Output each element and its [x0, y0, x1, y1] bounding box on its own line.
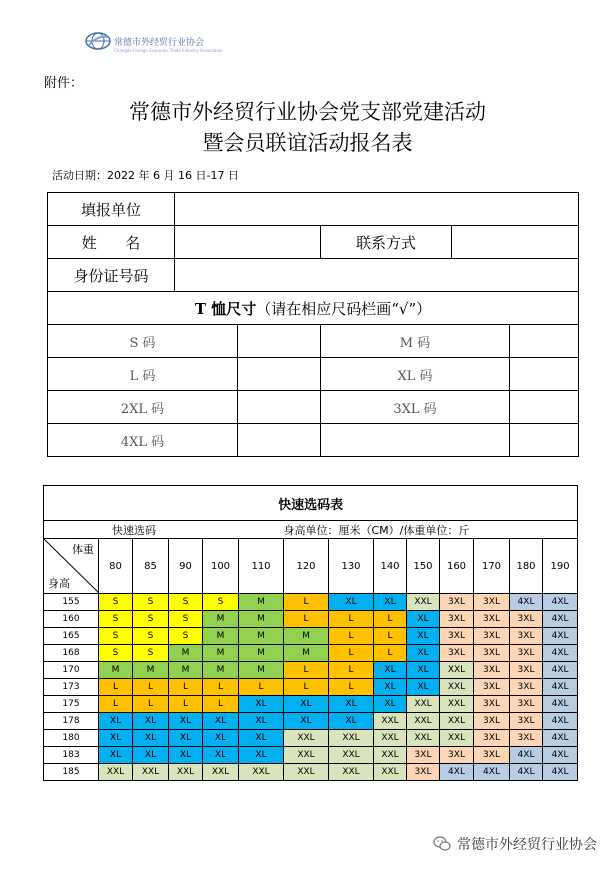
size-cell: XL — [374, 594, 407, 611]
size-cell: 4XL — [543, 696, 578, 713]
size-cell: M — [284, 628, 329, 645]
size-row — [44, 713, 578, 730]
size-cell: S — [99, 628, 133, 645]
height-label: 身高 — [48, 577, 70, 590]
size-cell: M — [169, 645, 203, 662]
size-cell: 4XL — [543, 713, 578, 730]
size-cell: 3XL — [407, 747, 440, 764]
size-cell: 4XL — [543, 764, 578, 781]
size-cell: S — [133, 628, 169, 645]
size-cell: XXL — [407, 713, 440, 730]
size-cell: M — [133, 662, 169, 679]
size-label-xl: XL 码 — [321, 358, 510, 391]
size-cell: M — [239, 611, 284, 628]
size-cell: L — [374, 645, 407, 662]
size-cell: XXL — [284, 730, 329, 747]
registration-form — [47, 192, 579, 457]
size-cell: XXL — [374, 730, 407, 747]
size-cell: 4XL — [543, 730, 578, 747]
size-cell: XL — [284, 696, 329, 713]
size-cell: XXL — [133, 764, 169, 781]
size-row — [44, 662, 578, 679]
size-cell: 3XL — [440, 611, 474, 628]
size-cell: XXL — [440, 662, 474, 679]
size-row — [44, 628, 578, 645]
size-cell: S — [133, 594, 169, 611]
size-cell: XL — [133, 747, 169, 764]
size-cell: 3XL — [510, 662, 543, 679]
size-cell: S — [99, 594, 133, 611]
contact-input[interactable] — [452, 226, 579, 259]
weight-header: 140 — [374, 539, 407, 594]
quick-size-table — [43, 485, 578, 781]
size-cell: L — [284, 611, 329, 628]
size-cell: XL — [99, 747, 133, 764]
weight-header: 170 — [474, 539, 510, 594]
height-value: 160 — [44, 611, 99, 628]
weight-header: 110 — [239, 539, 284, 594]
size-cell: 4XL — [543, 594, 578, 611]
size-cell: XXL — [440, 730, 474, 747]
name-input[interactable] — [175, 226, 321, 259]
size-cell: 4XL — [543, 679, 578, 696]
size-cell: M — [99, 662, 133, 679]
size-cell: 3XL — [440, 645, 474, 662]
size-cell: 3XL — [510, 696, 543, 713]
size-check-l[interactable] — [238, 358, 321, 391]
size-cell: L — [203, 679, 239, 696]
size-cell: L — [284, 662, 329, 679]
quick-table-subtitle-left: 快速选码 — [44, 521, 284, 539]
size-cell: 4XL — [510, 594, 543, 611]
weight-header: 90 — [169, 539, 203, 594]
quick-table-subtitle-right: 身高单位：厘米（CM）/体重单位：斤 — [284, 521, 578, 539]
size-cell: 3XL — [474, 747, 510, 764]
size-cell: L — [329, 628, 374, 645]
size-cell: XL — [407, 628, 440, 645]
size-cell: XXL — [440, 713, 474, 730]
size-cell: 3XL — [510, 628, 543, 645]
unit-label: 填报单位 — [48, 193, 175, 226]
size-cell: XXL — [374, 764, 407, 781]
size-row — [44, 645, 578, 662]
size-row — [44, 747, 578, 764]
size-cell: L — [284, 594, 329, 611]
size-cell: S — [203, 594, 239, 611]
size-check-s[interactable] — [238, 325, 321, 358]
page-title-line1: 常德市外经贸行业协会党支部党建活动 — [129, 100, 486, 124]
size-cell: 3XL — [407, 764, 440, 781]
size-cell: XL — [407, 611, 440, 628]
size-cell: XL — [329, 696, 374, 713]
contact-label: 联系方式 — [321, 226, 452, 259]
size-cell: XXL — [407, 696, 440, 713]
size-cell: L — [374, 628, 407, 645]
tshirt-size-heading — [48, 292, 579, 325]
size-cell: M — [203, 645, 239, 662]
size-cell: XXL — [203, 764, 239, 781]
weight-label: 体重 — [72, 543, 94, 556]
size-cell: 3XL — [510, 645, 543, 662]
id-label: 身份证号码 — [48, 259, 175, 292]
size-cell: XL — [407, 645, 440, 662]
size-cell: XXL — [284, 764, 329, 781]
size-cell: 3XL — [510, 730, 543, 747]
size-cell: XL — [169, 713, 203, 730]
size-cell: XL — [329, 594, 374, 611]
size-cell: XL — [407, 662, 440, 679]
size-row — [44, 764, 578, 781]
height-value: 170 — [44, 662, 99, 679]
size-cell: XL — [133, 730, 169, 747]
size-cell: XL — [374, 679, 407, 696]
size-cell: S — [133, 645, 169, 662]
weight-header: 85 — [133, 539, 169, 594]
size-cell: XL — [203, 730, 239, 747]
size-check-3xl[interactable] — [510, 391, 579, 424]
size-check-empty[interactable] — [510, 424, 579, 457]
globe-logo-icon — [84, 31, 112, 51]
size-cell: L — [133, 696, 169, 713]
size-cell: L — [169, 679, 203, 696]
size-cell: XL — [284, 713, 329, 730]
weight-header: 150 — [407, 539, 440, 594]
size-cell: XL — [329, 713, 374, 730]
size-row — [44, 730, 578, 747]
attachment-label: 附件： — [44, 76, 84, 91]
wechat-watermark — [433, 834, 597, 854]
size-cell: M — [203, 628, 239, 645]
weight-header: 100 — [203, 539, 239, 594]
size-cell: S — [99, 645, 133, 662]
size-cell: XXL — [374, 747, 407, 764]
name-label: 姓 名 — [48, 226, 175, 259]
size-cell: XL — [133, 713, 169, 730]
tshirt-heading-bold: T 恤尺寸 — [194, 299, 257, 318]
size-cell: M — [239, 628, 284, 645]
size-cell: XXL — [440, 696, 474, 713]
size-cell: XL — [169, 747, 203, 764]
size-cell: XL — [99, 713, 133, 730]
size-row — [44, 611, 578, 628]
size-label-2xl: 2XL 码 — [48, 391, 238, 424]
size-cell: L — [329, 611, 374, 628]
size-cell: XXL — [440, 679, 474, 696]
size-cell: XL — [374, 662, 407, 679]
size-cell: 3XL — [474, 628, 510, 645]
size-cell: L — [374, 611, 407, 628]
size-cell: L — [239, 679, 284, 696]
weight-header: 190 — [543, 539, 578, 594]
height-value: 178 — [44, 713, 99, 730]
size-cell: S — [169, 611, 203, 628]
wechat-icon — [433, 836, 451, 852]
size-cell: 4XL — [510, 764, 543, 781]
size-cell: L — [284, 679, 329, 696]
unit-input[interactable] — [175, 193, 579, 226]
association-logo — [84, 30, 223, 53]
weight-header: 120 — [284, 539, 329, 594]
size-cell: 4XL — [543, 628, 578, 645]
size-cell: 3XL — [510, 611, 543, 628]
size-cell: S — [133, 611, 169, 628]
size-cell: 3XL — [474, 611, 510, 628]
size-cell: 4XL — [543, 662, 578, 679]
size-cell: XL — [239, 696, 284, 713]
logo-text: 常德市外经贸行业协会 — [114, 37, 205, 48]
size-cell: L — [203, 696, 239, 713]
size-cell: L — [169, 696, 203, 713]
size-cell: XL — [239, 713, 284, 730]
watermark-text: 常德市外经贸行业协会 — [457, 837, 597, 853]
size-cell: 3XL — [440, 747, 474, 764]
size-cell: M — [239, 594, 284, 611]
size-cell: L — [99, 679, 133, 696]
size-cell: 3XL — [474, 713, 510, 730]
size-cell: XXL — [329, 747, 374, 764]
size-label-empty — [321, 424, 510, 457]
size-cell: S — [169, 628, 203, 645]
height-value: 185 — [44, 764, 99, 781]
size-cell: 3XL — [474, 645, 510, 662]
size-cell: M — [239, 662, 284, 679]
weight-header: 80 — [99, 539, 133, 594]
size-cell: 3XL — [440, 594, 474, 611]
size-cell: L — [329, 662, 374, 679]
size-cell: XXL — [284, 747, 329, 764]
size-cell: 3XL — [474, 679, 510, 696]
size-cell: XXL — [407, 730, 440, 747]
size-row — [44, 594, 578, 611]
size-cell: 3XL — [510, 713, 543, 730]
size-cell: M — [284, 645, 329, 662]
size-cell: M — [239, 645, 284, 662]
size-cell: XL — [99, 730, 133, 747]
size-cell: XL — [239, 730, 284, 747]
height-value: 155 — [44, 594, 99, 611]
size-cell: XXL — [99, 764, 133, 781]
height-value: 165 — [44, 628, 99, 645]
size-cell: 4XL — [543, 645, 578, 662]
size-label-m: M 码 — [321, 325, 510, 358]
size-cell: 4XL — [543, 747, 578, 764]
size-cell: XL — [203, 747, 239, 764]
size-cell: 3XL — [474, 594, 510, 611]
size-cell: M — [169, 662, 203, 679]
size-label-s: S 码 — [48, 325, 238, 358]
weight-height-corner — [44, 539, 99, 594]
height-value: 183 — [44, 747, 99, 764]
size-row — [44, 679, 578, 696]
size-cell: 3XL — [510, 679, 543, 696]
size-cell: 3XL — [474, 730, 510, 747]
logo-subtext: Changde Foreign Economic Trade Industry Association — [114, 48, 223, 53]
size-cell: 3XL — [474, 696, 510, 713]
quick-table-title: 快速选码表 — [44, 486, 578, 521]
page-title-line2: 暨会员联谊活动报名表 — [202, 131, 413, 155]
size-cell: L — [329, 679, 374, 696]
size-cell: L — [133, 679, 169, 696]
size-cell: XL — [169, 730, 203, 747]
size-cell: 3XL — [474, 662, 510, 679]
size-cell: XL — [239, 747, 284, 764]
size-cell: S — [99, 611, 133, 628]
height-value: 175 — [44, 696, 99, 713]
size-cell: XL — [374, 696, 407, 713]
size-cell: M — [203, 662, 239, 679]
size-check-m[interactable] — [510, 325, 579, 358]
size-cell: 4XL — [543, 611, 578, 628]
activity-date: 活动日期：2022 年 6 月 16 日-17 日 — [52, 169, 239, 182]
size-check-4xl[interactable] — [238, 424, 321, 457]
size-cell: XXL — [239, 764, 284, 781]
tshirt-heading-note: （请在相应尺码栏画“√”） — [256, 299, 432, 318]
size-check-2xl[interactable] — [238, 391, 321, 424]
size-cell: 4XL — [440, 764, 474, 781]
size-cell: S — [169, 594, 203, 611]
size-cell: XXL — [329, 764, 374, 781]
height-value: 168 — [44, 645, 99, 662]
size-cell: 4XL — [510, 747, 543, 764]
size-cell: XXL — [407, 594, 440, 611]
size-cell: L — [329, 645, 374, 662]
size-cell: M — [203, 611, 239, 628]
size-cell: XL — [407, 679, 440, 696]
size-label-l: L 码 — [48, 358, 238, 391]
size-cell: XXL — [169, 764, 203, 781]
size-cell: 3XL — [440, 628, 474, 645]
id-input[interactable] — [175, 259, 579, 292]
height-value: 173 — [44, 679, 99, 696]
size-cell: L — [99, 696, 133, 713]
weight-header: 180 — [510, 539, 543, 594]
size-cell: XL — [203, 713, 239, 730]
size-label-3xl: 3XL 码 — [321, 391, 510, 424]
size-cell: 4XL — [474, 764, 510, 781]
weight-header: 160 — [440, 539, 474, 594]
size-label-4xl: 4XL 码 — [48, 424, 238, 457]
weight-header: 130 — [329, 539, 374, 594]
size-cell: XXL — [329, 730, 374, 747]
size-row — [44, 696, 578, 713]
size-cell: XXL — [374, 713, 407, 730]
size-check-xl[interactable] — [510, 358, 579, 391]
height-value: 180 — [44, 730, 99, 747]
